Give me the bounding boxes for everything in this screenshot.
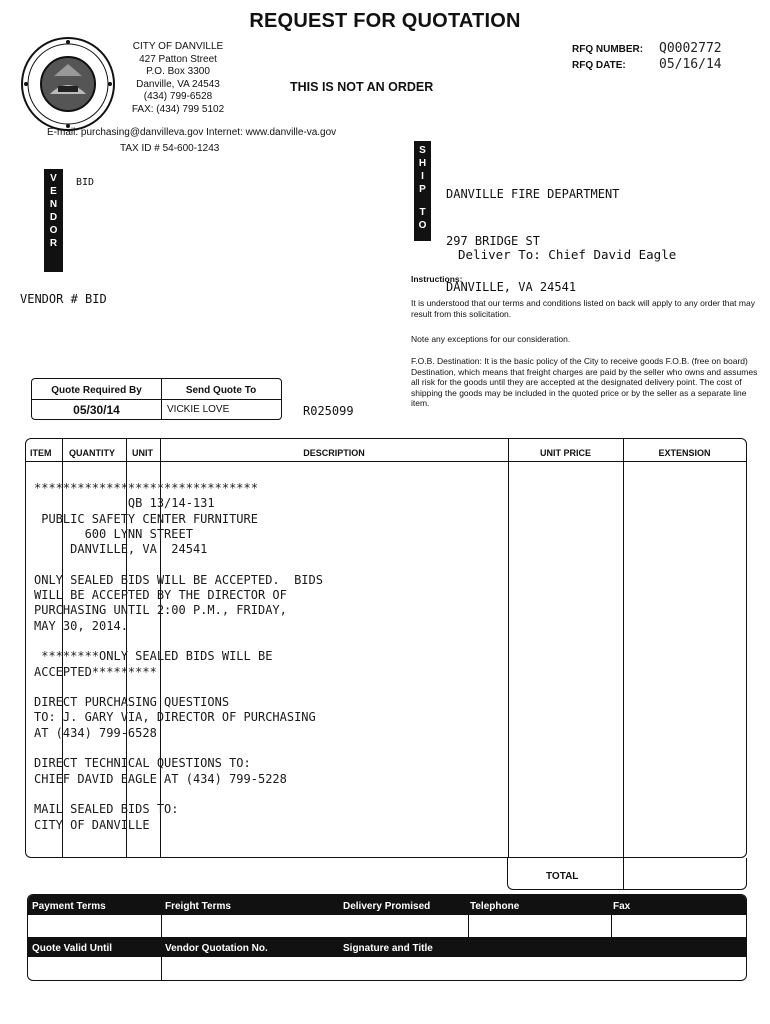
description-line: AT (434) 799-6528 <box>34 725 157 740</box>
city-seal-icon <box>20 36 116 132</box>
vendor-letter: D <box>49 212 58 223</box>
description-line: ONLY SEALED BIDS WILL BE ACCEPTED. BIDS <box>34 572 323 587</box>
total-label: TOTAL <box>546 871 579 882</box>
description-line: QB 13/14-131 <box>34 496 215 511</box>
deliver-to: Deliver To: Chief David Eagle <box>458 247 677 262</box>
vendor-letter: O <box>49 225 58 236</box>
total-box <box>507 858 747 890</box>
payment-terms-label: Payment Terms <box>32 901 106 912</box>
rfq-number: Q0002772 <box>659 41 722 56</box>
delivery-promised-label: Delivery Promised <box>343 901 431 912</box>
tax-id: TAX ID # 54-600-1243 <box>120 143 220 154</box>
vendor-letter: R <box>49 238 58 249</box>
ship-to-line: DANVILLE FIRE DEPARTMENT <box>446 187 620 201</box>
description-line: DIRECT TECHNICAL QUESTIONS TO: <box>34 756 251 771</box>
ship-letter: I <box>421 171 424 182</box>
description-line: CHIEF DAVID EAGLE AT (434) 799-5228 <box>34 771 287 786</box>
header-unit-price: UNIT PRICE <box>539 448 591 458</box>
rfq-number-label: RFQ NUMBER: <box>572 44 644 55</box>
instructions-heading: Instructions: <box>411 274 463 284</box>
rfq-date: 05/16/14 <box>659 57 722 72</box>
instructions-fob: F.O.B. Destination: It is the basic policy of the City to receive goods F.O.B. (free on board) Destination, which means that freight charges are paid by the seller who owns and assumes all risk for the goods until they are accepted at the designated delivery point. The cost of shipping the goods may be included in the quoted price or by the seller as a separate line item. <box>411 356 758 409</box>
send-quote-label: Send Quote To <box>185 385 257 396</box>
city-state-zip: Danville, VA 24543 <box>136 78 220 90</box>
telephone-field[interactable] <box>468 915 469 937</box>
ship-letter: P <box>419 184 426 195</box>
city-street: 427 Patton Street <box>139 53 217 65</box>
vendor-name: BID <box>76 177 95 188</box>
not-an-order-notice: THIS IS NOT AN ORDER <box>290 80 434 94</box>
footer-row-1 <box>28 895 746 915</box>
footer-row-2 <box>28 937 746 957</box>
description-line <box>34 680 323 695</box>
header-quantity: QUANTITY <box>69 448 115 458</box>
ship-letter: H <box>418 158 427 169</box>
ship-letter: T <box>419 207 426 218</box>
vendor-letter: N <box>49 199 58 210</box>
reference-number: R025099 <box>303 404 354 418</box>
contact-line: E-mail: purchasing@danvilleva.gov Internet: www.danville-va.gov <box>47 127 337 138</box>
ship-to-address <box>446 156 619 311</box>
ship-to-line: 297 BRIDGE ST <box>446 233 540 248</box>
header-unit: UNIT <box>132 448 153 458</box>
ship-letter: S <box>419 145 426 156</box>
fax-field[interactable] <box>611 915 612 937</box>
description-line <box>34 787 323 802</box>
vendor-letter: E <box>50 186 57 197</box>
freight-terms-field[interactable] <box>161 915 162 937</box>
description-line: DIRECT PURCHASING QUESTIONS <box>34 695 230 710</box>
item-description <box>34 481 323 833</box>
signature-title-label: Signature and Title <box>343 943 433 954</box>
vendor-number: VENDOR # BID <box>20 292 107 306</box>
city-fax: FAX: (434) 799 5102 <box>131 103 225 115</box>
ship-to-label-bar <box>414 141 431 241</box>
fax-label: Fax <box>613 901 631 912</box>
description-line: TO: J. GARY VIA, DIRECTOR OF PURCHASING <box>34 710 316 725</box>
description-line: ACCEPTED********* <box>34 664 157 679</box>
description-line <box>34 557 323 572</box>
vendor-quotation-field[interactable] <box>161 957 162 981</box>
instructions-exceptions: Note any exceptions for our consideration. <box>411 334 571 344</box>
city-phone: (434) 799-6528 <box>143 91 213 103</box>
description-line: DANVILLE, VA 24541 <box>34 542 208 557</box>
description-line: MAY 30, 2014. <box>34 618 128 633</box>
header-description: DESCRIPTION <box>303 448 365 458</box>
quote-valid-label: Quote Valid Until <box>32 943 113 954</box>
city-seal <box>20 36 116 132</box>
description-line: CITY OF DANVILLE <box>34 817 150 832</box>
ship-to-line: DANVILLE, VA 24541 <box>446 280 577 294</box>
instructions-terms: It is understood that our terms and conditions listed on back will apply to any order that may result from this solicitation. <box>411 298 755 319</box>
city-name: CITY OF DANVILLE <box>132 41 224 52</box>
description-line <box>34 741 323 756</box>
description-line: MAIL SEALED BIDS TO: <box>34 802 179 817</box>
rfq-date-label: RFQ DATE: <box>572 60 626 71</box>
description-line: WILL BE ACCEPTED BY THE DIRECTOR OF <box>34 588 287 603</box>
description-line: ******************************* <box>34 481 258 495</box>
description-line: PURCHASING UNTIL 2:00 P.M., FRIDAY, <box>34 603 287 618</box>
terms-footer <box>27 894 747 981</box>
quote-required-date: 05/30/14 <box>73 403 120 417</box>
quote-box <box>31 378 282 420</box>
ship-letter: O <box>418 220 427 231</box>
telephone-label: Telephone <box>470 901 520 912</box>
description-line: PUBLIC SAFETY CENTER FURNITURE <box>34 511 258 526</box>
description-line: 600 LYNN STREET <box>34 526 193 541</box>
vendor-letter: V <box>50 173 57 184</box>
vendor-quotation-label: Vendor Quotation No. <box>165 943 268 954</box>
quote-required-label: Quote Required By <box>51 385 142 396</box>
city-po-box: P.O. Box 3300 <box>146 66 210 78</box>
ship-letter <box>414 196 431 206</box>
page-title: REQUEST FOR QUOTATION <box>249 10 521 32</box>
vendor-label-bar <box>44 169 63 272</box>
city-address <box>112 41 244 117</box>
freight-terms-label: Freight Terms <box>165 901 231 912</box>
header-item: ITEM <box>30 448 52 458</box>
description-line <box>34 634 323 649</box>
header-extension: EXTENSION <box>658 448 711 458</box>
send-quote-to: VICKIE LOVE <box>167 404 230 415</box>
description-line: ********ONLY SEALED BIDS WILL BE <box>34 649 273 664</box>
